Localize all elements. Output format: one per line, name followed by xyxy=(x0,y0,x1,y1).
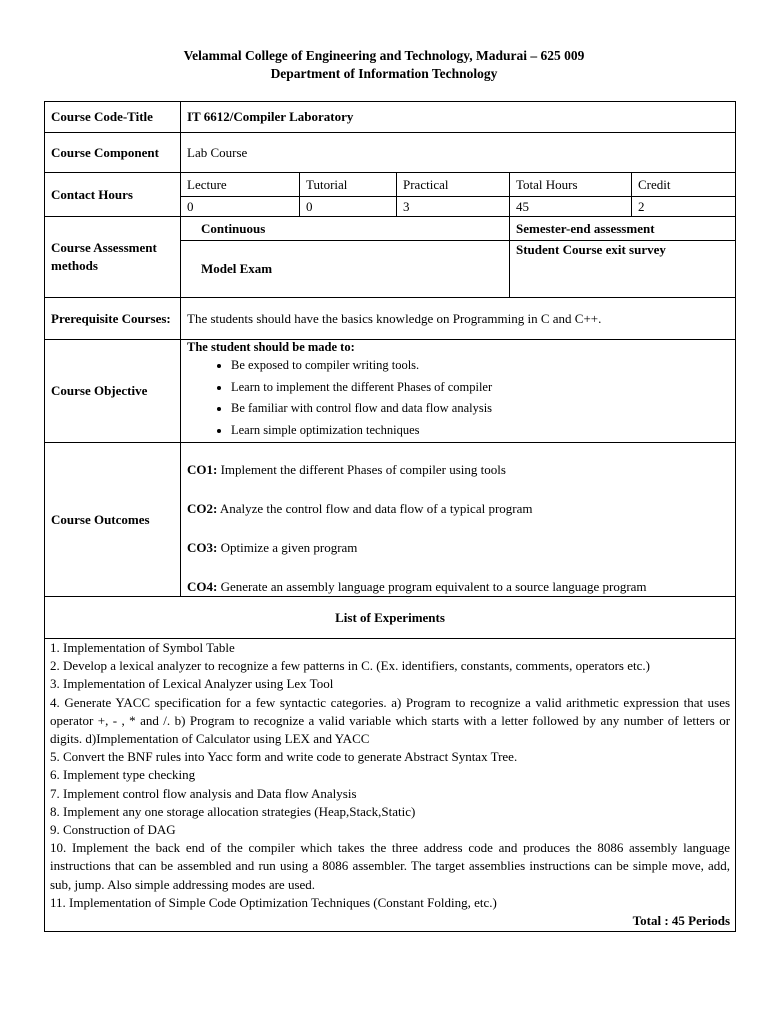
experiments-title-row xyxy=(45,597,736,639)
experiments-list-row xyxy=(45,639,736,932)
college-name: Velammal College of Engineering and Technology, Madurai – 625 009 xyxy=(183,48,585,63)
experiment-item: 3. Implementation of Lexical Analyzer using Lex Tool xyxy=(50,676,334,692)
contact-header-lecture: Lecture xyxy=(181,173,300,197)
outcome-code: CO4: xyxy=(187,579,218,594)
experiments-content xyxy=(45,639,736,932)
assessment-continuous: Continuous xyxy=(181,217,510,241)
objective-item: • Learn simple optimization techniques xyxy=(231,420,729,442)
contact-hours-label: Contact Hours xyxy=(45,173,181,217)
course-code-row xyxy=(45,102,736,133)
contact-hours-header-row xyxy=(45,173,736,197)
outcome-item xyxy=(187,500,729,518)
outcome-code: CO2: xyxy=(187,501,218,516)
experiment-item: 7. Implement control flow analysis and Data flow Analysis xyxy=(50,785,357,801)
experiment-item: 11. Implementation of Simple Code Optimization Techniques (Constant Folding, etc.) xyxy=(50,894,497,910)
outcome-text: Optimize a given program xyxy=(217,540,358,555)
experiment-item: 9. Construction of DAG xyxy=(50,822,176,838)
contact-value-lecture: 0 xyxy=(181,197,300,217)
prerequisite-row xyxy=(45,298,736,340)
contact-value-tutorial: 0 xyxy=(300,197,397,217)
objective-content xyxy=(181,340,736,443)
outcome-text: Analyze the control flow and data flow of a typical program xyxy=(217,501,533,516)
experiment-item: 10. Implement the back end of the compiler which takes the three address code and produces the 8086 assembly language instructions that can be assembled and run using a 8086 assembler. The target assemblies instructions can be simple move, add, sub, jump. Also simple addressing modes are used. xyxy=(50,840,731,892)
objective-item: • Learn to implement the different Phases of compiler xyxy=(231,377,729,399)
course-code-value: IT 6612/Compiler Laboratory xyxy=(181,102,736,133)
outcome-item xyxy=(187,578,729,596)
assessment-model-exam: Model Exam xyxy=(181,241,510,298)
experiment-item: 4. Generate YACC specification for a few syntactic categories. a) Program to recognize a valid arithmetic expression that uses operator +, - , * and /. b) Program to recognize a valid variable which starts with a letter followed by any number of letters or digits. d)Implementation of Calculator using LEX and YACC xyxy=(50,694,731,747)
contact-value-total-hours: 45 xyxy=(510,197,632,217)
contact-header-credit: Credit xyxy=(632,173,736,197)
assessment-semester-end: Semester-end assessment xyxy=(510,217,736,241)
assessment-row-1 xyxy=(45,217,736,241)
course-table xyxy=(44,101,736,932)
outcome-item xyxy=(187,461,729,479)
assessment-label: Course Assessment methods xyxy=(45,217,181,298)
contact-value-practical: 3 xyxy=(397,197,510,217)
course-component-value: Lab Course xyxy=(181,133,736,173)
experiment-item: 2. Develop a lexical analyzer to recognize a few patterns in C. (Ex. identifiers, constants, comments, operators etc.) xyxy=(50,658,650,674)
prerequisite-value: The students should have the basics knowledge on Programming in C and C++. xyxy=(181,298,736,340)
experiment-item: 5. Convert the BNF rules into Yacc form and write code to generate Abstract Syntax Tree. xyxy=(50,749,518,765)
experiment-item: 6. Implement type checking xyxy=(50,767,196,783)
outcome-code: CO1: xyxy=(187,462,218,477)
department-name: Department of Information Technology xyxy=(270,66,498,81)
objective-intro: The student should be made to: xyxy=(187,340,355,354)
contact-header-total-hours: Total Hours xyxy=(510,173,632,197)
outcome-text: Implement the different Phases of compiler using tools xyxy=(217,462,506,477)
experiment-item: 8. Implement any one storage allocation strategies (Heap,Stack,Static) xyxy=(50,803,416,819)
outcome-code: CO3: xyxy=(187,540,218,555)
outcomes-label: Course Outcomes xyxy=(45,443,181,597)
course-component-label: Course Component xyxy=(45,133,181,173)
total-periods: Total : 45 Periods xyxy=(632,913,731,929)
contact-value-credit: 2 xyxy=(632,197,736,217)
contact-header-tutorial: Tutorial xyxy=(300,173,397,197)
objective-row xyxy=(45,340,736,443)
outcome-text: Generate an assembly language program equivalent to a source language program xyxy=(217,579,647,594)
course-component-row xyxy=(45,133,736,173)
experiments-title: List of Experiments xyxy=(45,597,736,639)
outcomes-row xyxy=(45,443,736,597)
assessment-exit-survey: Student Course exit survey xyxy=(510,241,736,298)
experiment-item: 1. Implementation of Symbol Table xyxy=(50,640,235,655)
outcomes-content xyxy=(181,443,736,597)
objective-label: Course Objective xyxy=(45,340,181,443)
course-code-label: Course Code-Title xyxy=(45,102,181,133)
contact-header-practical: Practical xyxy=(397,173,510,197)
prerequisite-label: Prerequisite Courses: xyxy=(45,298,181,340)
objective-list xyxy=(187,355,729,441)
outcome-item xyxy=(187,539,729,557)
objective-item: • Be exposed to compiler writing tools. xyxy=(231,355,729,377)
objective-item: • Be familiar with control flow and data flow analysis xyxy=(231,398,729,420)
